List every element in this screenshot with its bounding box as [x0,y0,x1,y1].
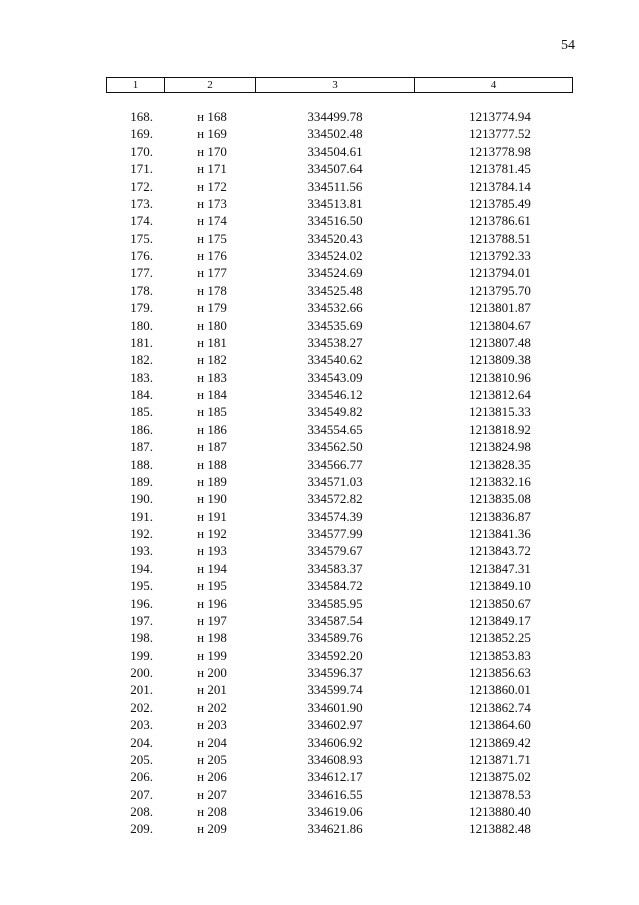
row-number: 207. [130,786,153,802]
row-number: 203. [130,717,153,733]
row-number: 170. [130,143,153,159]
coordinate-x: 334502.48 [307,126,363,142]
table-row [0,212,639,229]
row-number: 202. [130,699,153,715]
coordinate-x: 334602.97 [307,717,363,733]
point-name: н 199 [197,647,227,663]
row-number: 178. [130,282,153,298]
coordinate-x: 334585.95 [307,595,363,611]
point-name: н 178 [197,282,227,298]
table-row [0,647,639,664]
table-row [0,438,639,455]
point-name: н 173 [197,195,227,211]
coordinate-x: 334525.48 [307,282,363,298]
coordinate-y: 1213882.48 [469,821,531,837]
row-number: 192. [130,526,153,541]
coordinate-y: 1213792.33 [469,248,531,263]
coordinate-x: 334592.20 [307,647,363,663]
table-row [0,577,639,594]
row-number: 204. [130,734,153,750]
point-name: н 209 [197,821,227,837]
coordinate-y: 1213801.87 [469,300,531,316]
coordinate-y: 1213835.08 [469,491,531,507]
coordinate-x: 334543.09 [307,369,363,385]
coordinate-y: 1213869.42 [469,734,531,750]
point-name: н 206 [197,769,227,785]
coordinate-x: 334612.17 [307,769,363,785]
point-name: н 204 [197,734,227,750]
coordinate-y: 1213795.70 [469,282,531,298]
coordinate-y: 1213828.35 [469,456,531,472]
coordinate-x: 334572.82 [307,491,363,507]
table-row [0,334,639,351]
coordinate-y: 1213849.17 [469,612,531,628]
table-row [0,716,639,733]
table-row [0,108,639,125]
coordinate-x: 334583.37 [307,560,363,576]
coordinate-x: 334546.12 [307,387,363,402]
coordinate-y: 1213818.92 [469,421,531,437]
row-number: 190. [130,491,153,507]
coordinate-x: 334520.43 [307,230,363,246]
row-number: 187. [130,439,153,455]
table-row [0,282,639,299]
coordinate-y: 1213784.14 [469,178,531,194]
coordinate-x: 334584.72 [307,578,363,594]
table-row [0,195,639,212]
table-row [0,230,639,247]
point-name: н 207 [197,786,227,802]
coordinate-y: 1213815.33 [469,404,531,420]
coordinate-y: 1213847.31 [469,560,531,576]
coordinate-y: 1213862.74 [469,699,531,715]
coordinate-x: 334499.78 [307,109,363,124]
coordinate-y: 1213856.63 [469,665,531,680]
coordinate-y: 1213860.01 [469,682,531,698]
coordinate-x: 334524.69 [307,265,363,281]
row-number: 175. [130,230,153,246]
coordinate-x: 334554.65 [307,421,363,437]
point-name: н 193 [197,543,227,559]
point-name: н 198 [197,630,227,646]
point-name: н 201 [197,682,227,698]
point-name: н 189 [197,473,227,489]
row-number: 196. [130,595,153,611]
coordinate-x: 334601.90 [307,699,363,715]
coordinate-y: 1213812.64 [469,387,531,402]
table-row [0,143,639,160]
coordinate-y: 1213809.38 [469,352,531,368]
coordinate-x: 334532.66 [307,300,363,316]
row-number: 208. [130,804,153,819]
table-row [0,299,639,316]
row-number: 194. [130,560,153,576]
coordinate-table-body [0,108,639,838]
table-row [0,664,639,681]
point-name: н 168 [197,109,227,124]
coordinate-y: 1213810.96 [469,369,531,385]
page-number: 54 [561,38,575,53]
row-number: 174. [130,213,153,229]
coordinate-x: 334504.61 [307,143,363,159]
point-name: н 179 [197,300,227,316]
coordinate-x: 334535.69 [307,317,363,333]
coordinate-x: 334571.03 [307,473,363,489]
point-name: н 174 [197,213,227,229]
coordinate-y: 1213794.01 [469,265,531,281]
table-row [0,264,639,281]
column-header-row [107,78,573,93]
row-number: 171. [130,161,153,177]
coordinate-y: 1213807.48 [469,334,531,350]
coordinate-x: 334549.82 [307,404,363,420]
coordinate-y: 1213864.60 [469,717,531,733]
point-name: н 200 [197,665,227,680]
row-number: 181. [130,334,153,350]
point-name: н 185 [197,404,227,420]
table-row [0,629,639,646]
row-number: 191. [130,508,153,524]
table-row [0,560,639,577]
coordinate-x: 334513.81 [307,195,363,211]
table-row [0,351,639,368]
column-header-4: 4 [415,78,573,93]
point-name: н 208 [197,804,227,819]
coordinate-y: 1213849.10 [469,578,531,594]
coordinate-x: 334621.86 [307,821,363,837]
table-row [0,595,639,612]
coordinate-x: 334589.76 [307,630,363,646]
coordinate-y: 1213785.49 [469,195,531,211]
column-header-3: 3 [256,78,415,93]
row-number: 199. [130,647,153,663]
coordinate-x: 334574.39 [307,508,363,524]
coordinate-y: 1213878.53 [469,786,531,802]
point-name: н 203 [197,717,227,733]
table-row [0,490,639,507]
row-number: 197. [130,612,153,628]
point-name: н 187 [197,439,227,455]
coordinate-x: 334516.50 [307,213,363,229]
coordinate-y: 1213777.52 [469,126,531,142]
row-number: 193. [130,543,153,559]
table-row [0,369,639,386]
column-header-2: 2 [165,78,256,93]
table-row [0,508,639,525]
row-number: 183. [130,369,153,385]
row-number: 185. [130,404,153,420]
coordinate-x: 334579.67 [307,543,363,559]
coordinate-x: 334587.54 [307,612,363,628]
row-number: 172. [130,178,153,194]
table-row [0,421,639,438]
table-row [0,699,639,716]
coordinate-x: 334577.99 [307,526,363,541]
coordinate-y: 1213778.98 [469,143,531,159]
row-number: 200. [130,665,153,680]
row-number: 198. [130,630,153,646]
point-name: н 176 [197,248,227,263]
point-name: н 188 [197,456,227,472]
row-number: 188. [130,456,153,472]
coordinate-y: 1213788.51 [469,230,531,246]
coordinate-y: 1213841.36 [469,526,531,541]
point-name: н 184 [197,387,227,402]
coordinate-y: 1213824.98 [469,439,531,455]
table-row [0,473,639,490]
column-header-1: 1 [107,78,165,93]
point-name: н 192 [197,526,227,541]
row-number: 209. [130,821,153,837]
row-number: 180. [130,317,153,333]
row-number: 177. [130,265,153,281]
coordinate-x: 334524.02 [307,248,363,263]
row-number: 206. [130,769,153,785]
coordinate-x: 334511.56 [307,178,363,194]
table-row [0,542,639,559]
table-row [0,247,639,264]
point-name: н 183 [197,369,227,385]
coordinate-y: 1213774.94 [469,109,531,124]
point-name: н 180 [197,317,227,333]
row-number: 179. [130,300,153,316]
coordinate-x: 334616.55 [307,786,363,802]
table-row [0,386,639,403]
coordinate-y: 1213781.45 [469,161,531,177]
table-row [0,160,639,177]
coordinate-x: 334562.50 [307,439,363,455]
coordinate-x: 334538.27 [307,334,363,350]
point-name: н 170 [197,143,227,159]
coordinate-x: 334507.64 [307,161,363,177]
table-row [0,456,639,473]
point-name: н 182 [197,352,227,368]
coordinate-y: 1213852.25 [469,630,531,646]
row-number: 189. [130,473,153,489]
coordinate-y: 1213836.87 [469,508,531,524]
coordinate-y: 1213850.67 [469,595,531,611]
point-name: н 205 [197,751,227,767]
row-number: 184. [130,387,153,402]
point-name: н 181 [197,334,227,350]
point-name: н 172 [197,178,227,194]
coordinate-y: 1213880.40 [469,804,531,819]
row-number: 201. [130,682,153,698]
point-name: н 191 [197,508,227,524]
point-name: н 190 [197,491,227,507]
coordinate-x: 334540.62 [307,352,363,368]
point-name: н 202 [197,699,227,715]
row-number: 176. [130,248,153,263]
row-number: 168. [130,109,153,124]
table-row [0,612,639,629]
table-row [0,734,639,751]
table-row [0,786,639,803]
row-number: 182. [130,352,153,368]
table-row [0,751,639,768]
coordinate-x: 334619.06 [307,804,363,819]
table-row [0,803,639,820]
point-name: н 177 [197,265,227,281]
coordinate-x: 334596.37 [307,665,363,680]
point-name: н 175 [197,230,227,246]
table-row [0,820,639,837]
table-row [0,125,639,142]
row-number: 195. [130,578,153,594]
column-header-table [106,77,573,93]
row-number: 173. [130,195,153,211]
point-name: н 194 [197,560,227,576]
table-row [0,681,639,698]
coordinate-y: 1213832.16 [469,473,531,489]
point-name: н 196 [197,595,227,611]
table-row [0,178,639,195]
coordinate-y: 1213871.71 [469,751,531,767]
coordinate-x: 334566.77 [307,456,363,472]
coordinate-y: 1213843.72 [469,543,531,559]
row-number: 186. [130,421,153,437]
point-name: н 197 [197,612,227,628]
point-name: н 195 [197,578,227,594]
coordinate-y: 1213786.61 [469,213,531,229]
table-row [0,768,639,785]
point-name: н 186 [197,421,227,437]
table-row [0,525,639,542]
table-row [0,317,639,334]
coordinate-y: 1213853.83 [469,647,531,663]
row-number: 205. [130,751,153,767]
table-row [0,403,639,420]
coordinate-x: 334608.93 [307,751,363,767]
row-number: 169. [130,126,153,142]
coordinate-y: 1213804.67 [469,317,531,333]
point-name: н 169 [197,126,227,142]
point-name: н 171 [197,161,227,177]
coordinate-x: 334606.92 [307,734,363,750]
coordinate-x: 334599.74 [307,682,363,698]
coordinate-y: 1213875.02 [469,769,531,785]
